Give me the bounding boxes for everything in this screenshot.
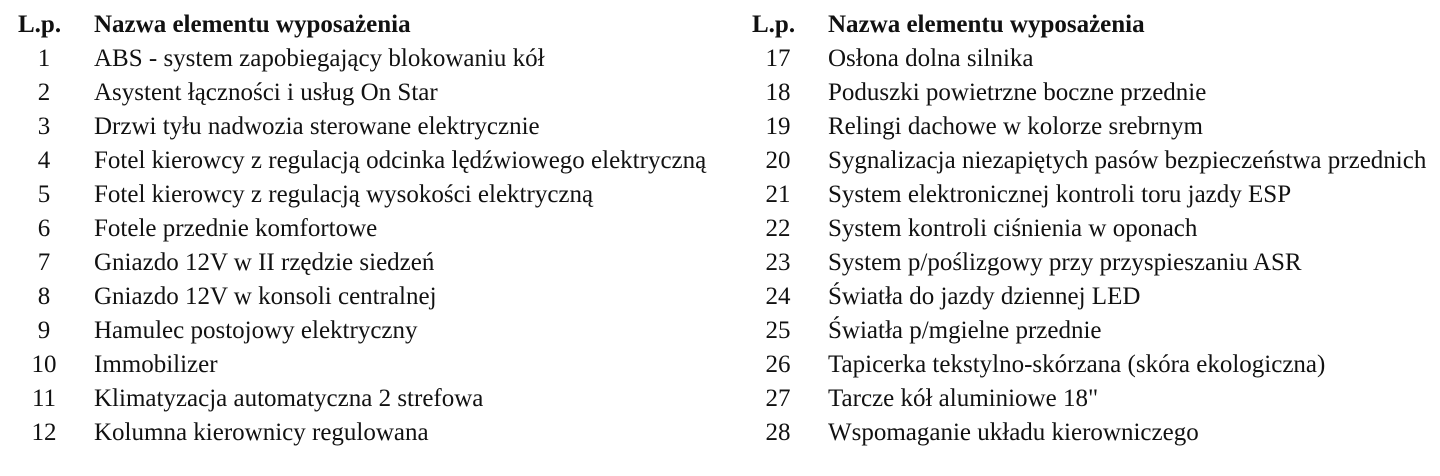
- row-text: Hamulec postojowy elektryczny: [94, 317, 418, 344]
- table-row: [18, 416, 718, 450]
- table-row: [18, 246, 718, 280]
- row-text: Poduszki powietrzne boczne przednie: [828, 79, 1207, 106]
- row-number: 25: [765, 317, 791, 344]
- row-number: 4: [37, 147, 51, 174]
- row-number: 21: [765, 181, 791, 208]
- table-row: [18, 348, 718, 382]
- row-number: 19: [765, 113, 791, 140]
- row-text: Światła do jazdy dziennej LED: [828, 283, 1141, 310]
- table-row: [752, 416, 1432, 450]
- equipment-table-right: [752, 8, 1432, 450]
- table-row: [752, 110, 1432, 144]
- table-row: [18, 42, 718, 76]
- table-row: [18, 314, 718, 348]
- row-number: 2: [37, 79, 51, 106]
- row-text: Światła p/mgielne przednie: [828, 317, 1102, 344]
- row-number: 26: [765, 351, 791, 378]
- row-text: System p/poślizgowy przy przyspieszaniu ASR: [828, 249, 1302, 276]
- row-text: Gniazdo 12V w konsoli centralnej: [94, 283, 437, 310]
- lp-header: L.p.: [752, 11, 796, 38]
- equipment-table-left: [18, 8, 718, 450]
- row-number: 17: [765, 45, 791, 72]
- table-row: [752, 348, 1432, 382]
- lp-header: L.p.: [18, 11, 62, 38]
- table-row: [752, 280, 1432, 314]
- row-text: Asystent łączności i usług On Star: [94, 79, 438, 106]
- table-row: [752, 314, 1432, 348]
- row-number: 6: [37, 215, 51, 242]
- row-number: 10: [31, 351, 57, 378]
- row-number: 20: [765, 147, 791, 174]
- row-text: Gniazdo 12V w II rzędzie siedzeń: [94, 249, 435, 276]
- table-header: [752, 8, 1432, 42]
- row-number: 23: [765, 249, 791, 276]
- name-header: Nazwa elementu wyposażenia: [94, 11, 411, 38]
- row-number: 28: [765, 419, 791, 446]
- table-row: [18, 178, 718, 212]
- row-text: Klimatyzacja automatyczna 2 strefowa: [94, 385, 484, 412]
- table-row: [752, 246, 1432, 280]
- table-row: [752, 144, 1432, 178]
- row-number: 9: [37, 317, 51, 344]
- row-number: 5: [37, 181, 51, 208]
- row-text: Tapicerka tekstylno-skórzana (skóra ekologiczna): [828, 351, 1326, 378]
- row-number: 7: [37, 249, 51, 276]
- row-number: 18: [765, 79, 791, 106]
- row-text: Fotel kierowcy z regulacją wysokości elektryczną: [94, 181, 594, 208]
- row-text: System elektronicznej kontroli toru jazdy ESP: [828, 181, 1292, 208]
- table-row: [752, 42, 1432, 76]
- row-text: Kolumna kierownicy regulowana: [94, 419, 429, 446]
- row-number: 3: [37, 113, 51, 140]
- row-text: Immobilizer: [94, 351, 218, 378]
- row-text: Relingi dachowe w kolorze srebrnym: [828, 113, 1203, 140]
- row-text: Sygnalizacja niezapiętych pasów bezpieczeństwa przednich: [828, 147, 1427, 174]
- row-number: 22: [765, 215, 791, 242]
- name-header: Nazwa elementu wyposażenia: [828, 11, 1145, 38]
- table-row: [752, 382, 1432, 416]
- row-text: Drzwi tyłu nadwozia sterowane elektrycznie: [94, 113, 540, 140]
- row-text: Wspomaganie układu kierowniczego: [828, 419, 1199, 446]
- table-row: [752, 212, 1432, 246]
- table-row: [18, 280, 718, 314]
- table-header: [18, 8, 718, 42]
- row-number: 8: [37, 283, 51, 310]
- row-text: Fotel kierowcy z regulacją odcinka lędźwiowego elektryczną: [94, 147, 707, 174]
- row-text: Tarcze kół aluminiowe 18": [828, 385, 1099, 412]
- table-row: [18, 382, 718, 416]
- table-row: [18, 212, 718, 246]
- row-number: 27: [765, 385, 791, 412]
- row-number: 11: [31, 385, 57, 412]
- table-row: [18, 144, 718, 178]
- row-text: ABS - system zapobiegający blokowaniu kół: [94, 45, 545, 72]
- row-number: 1: [37, 45, 51, 72]
- table-row: [752, 76, 1432, 110]
- table-row: [18, 110, 718, 144]
- row-number: 12: [31, 419, 57, 446]
- row-number: 24: [765, 283, 791, 310]
- row-text: System kontroli ciśnienia w oponach: [828, 215, 1198, 242]
- row-text: Fotele przednie komfortowe: [94, 215, 378, 242]
- table-row: [18, 76, 718, 110]
- row-text: Osłona dolna silnika: [828, 45, 1034, 72]
- table-row: [752, 178, 1432, 212]
